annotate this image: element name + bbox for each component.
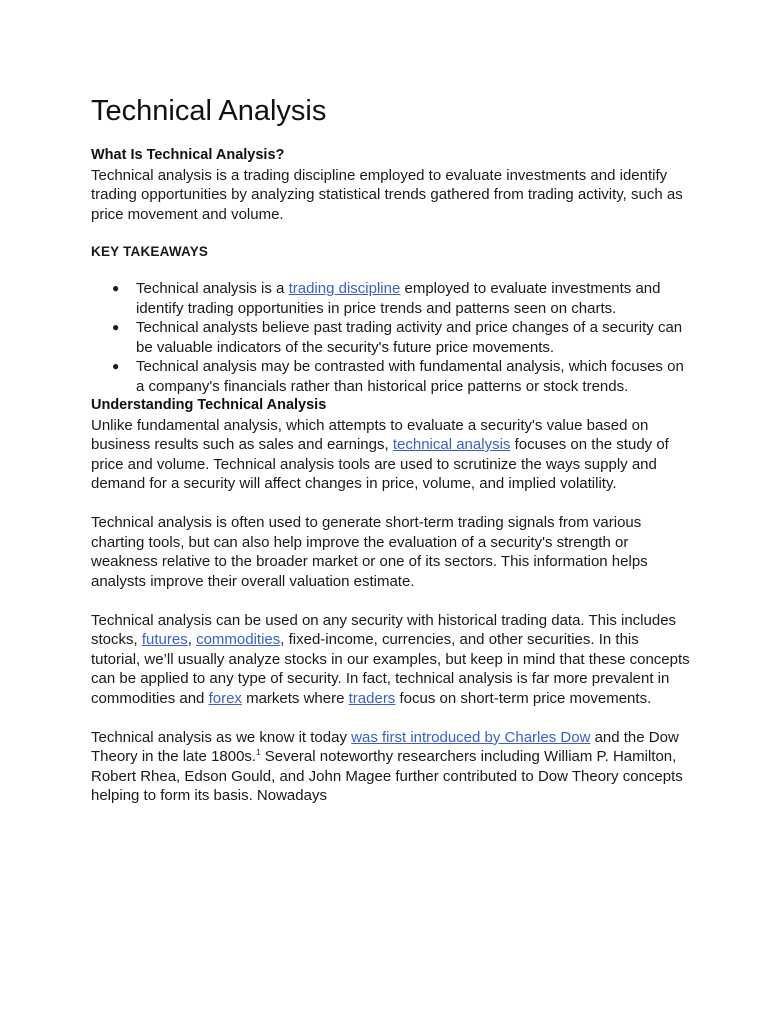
bullet-icon: ●: [112, 359, 120, 373]
list-item-text: employed to evaluate investments and identify trading opportunities in price trends and patterns seen on charts.: [136, 280, 661, 317]
paragraph-text: Technical analysis as we know it today: [91, 728, 352, 746]
paragraph-text: markets where: [241, 689, 349, 707]
list-item: [91, 279, 691, 318]
link-technical-analysis[interactable]: technical analysis: [392, 436, 511, 453]
section-heading-what-is: What Is Technical Analysis?: [91, 147, 285, 163]
paragraph-text: focus on short-term price movements.: [395, 689, 652, 707]
paragraph-text: Several noteworthy researchers including William P. Hamilton, Robert Rhea, Edson Gould, and John Magee further contributed to Dow Theory concepts helping to form its basis. Nowadays: [91, 748, 683, 804]
section-paragraph-definition: Technical analysis is a trading discipline employed to evaluate investments and identify trading opportunities by analyzing statistical trends gathered from trading activity, such as price movement and volume.: [91, 166, 683, 223]
link-charles-dow[interactable]: was first introduced by Charles Dow: [351, 728, 591, 746]
paragraph-3: [91, 611, 691, 709]
paragraph-2: Technical analysis is often used to generate short-term trading signals from various charting tools, but can also help improve the evaluation of a security's strength or weakness relative to the broader market or one of its sectors. This information helps analysts improve their overall valuation estimate.: [91, 514, 648, 590]
link-futures[interactable]: futures: [141, 631, 188, 648]
link-traders[interactable]: traders: [348, 689, 396, 707]
list-item-text: Technical analysts believe past trading activity and price changes of a security can be valuable indicators of the security's future price movements.: [136, 319, 683, 356]
link-commodities[interactable]: commodities: [196, 631, 281, 648]
paragraph-text: ,: [187, 631, 197, 648]
list-item-text: Technical analysis may be contrasted with fundamental analysis, which focuses on a company's financials rather than historical price patterns or stock trends.: [136, 358, 684, 395]
paragraph-text: Unlike fundamental analysis, which attempts to evaluate a security's value based on business results such as sales and earnings,: [91, 416, 649, 453]
list-item: [91, 318, 691, 357]
page-title: Technical Analysis: [91, 95, 327, 127]
list-item: [91, 357, 691, 396]
key-takeaways-heading: KEY TAKEAWAYS: [91, 244, 209, 259]
paragraph-text: , fixed-income, currencies, and other securities. In this tutorial, we’ll usually analyze stocks in our examples, but keep in mind that these concepts can be applied to any type of security. In fact, technical analysis is far more prevalent in commodities and: [91, 631, 690, 707]
paragraph-text: and the Dow Theory in the late 1800s.: [91, 728, 679, 765]
bullet-icon: ●: [112, 320, 120, 334]
article-body: [91, 92, 691, 806]
paragraph-text: focuses on the study of price and volume. Technical analysis tools are used to scrutinize the ways supply and demand for a security will affect changes in price, volume, and implied volatility.: [91, 436, 669, 492]
bullet-icon: ●: [112, 281, 120, 295]
list-item-text: Technical analysis is a: [136, 280, 289, 297]
footnote-marker[interactable]: 1: [256, 748, 261, 757]
paragraph-1: [91, 416, 691, 494]
paragraph-text: Technical analysis can be used on any security with historical trading data. This includes stocks,: [91, 611, 677, 648]
key-takeaways-list: [91, 279, 691, 396]
link-forex[interactable]: forex: [208, 689, 242, 707]
link-trading-discipline[interactable]: trading discipline: [288, 280, 401, 297]
section-heading-understanding: Understanding Technical Analysis: [91, 397, 327, 413]
paragraph-4: [91, 728, 691, 806]
